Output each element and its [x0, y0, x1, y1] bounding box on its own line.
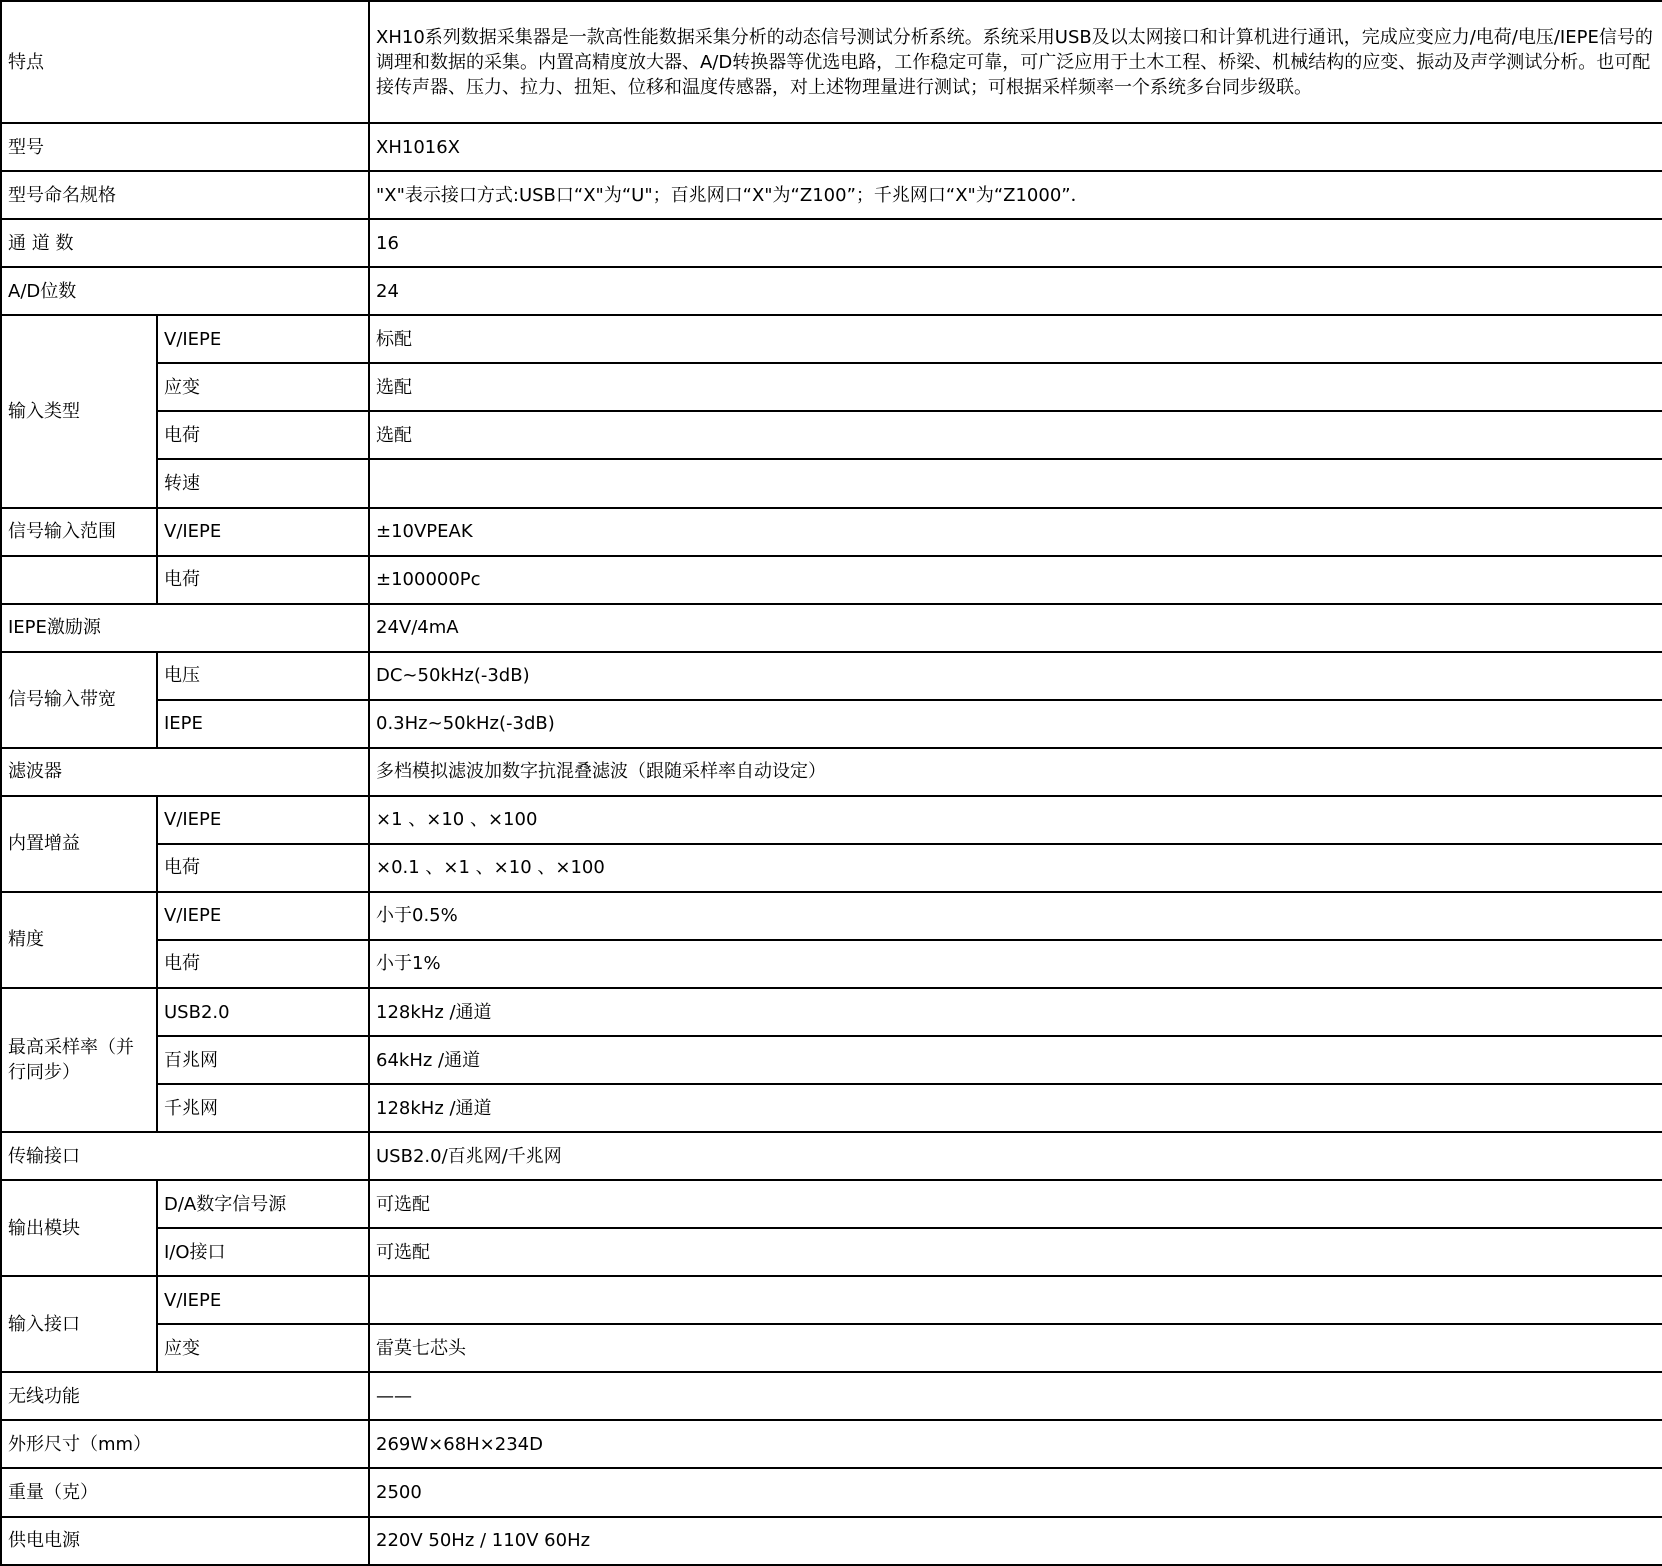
- input-range-value: ±100000Pc: [369, 556, 1662, 604]
- input-range-value: ±10VPEAK: [369, 508, 1662, 556]
- input-interface-label: 输入接口: [1, 1276, 157, 1372]
- input-type-sub: 应变: [157, 363, 369, 411]
- table-row: [1, 1517, 1662, 1566]
- output-module-sub: I/O接口: [157, 1228, 369, 1276]
- output-module-sub: D/A数字信号源: [157, 1180, 369, 1228]
- sample-rate-value: 128kHz /通道: [369, 1084, 1662, 1132]
- sample-rate-sub: 百兆网: [157, 1036, 369, 1084]
- input-range-label: 信号输入范围: [1, 508, 157, 556]
- gain-sub: V/IEPE: [157, 796, 369, 844]
- model-label: 型号: [1, 123, 369, 171]
- gain-value: ×1 、×10 、×100: [369, 796, 1662, 844]
- filter-value: 多档模拟滤波加数字抗混叠滤波（跟随采样率自动设定）: [369, 748, 1662, 796]
- wireless-label: 无线功能: [1, 1372, 369, 1420]
- sample-rate-label: 最高采样率（并行同步）: [1, 988, 157, 1132]
- sample-rate-sub: USB2.0: [157, 988, 369, 1036]
- size-value: 269W×68H×234D: [369, 1420, 1662, 1468]
- adbits-value: 24: [369, 267, 1662, 315]
- table-row: [1, 1036, 1662, 1084]
- table-row: [1, 940, 1662, 988]
- table-row: [1, 219, 1662, 267]
- naming-label: 型号命名规格: [1, 171, 369, 219]
- channels-label: 通 道 数: [1, 219, 369, 267]
- empty-cell: [1, 556, 157, 604]
- bandwidth-sub: IEPE: [157, 700, 369, 748]
- accuracy-sub: 电荷: [157, 940, 369, 988]
- bandwidth-sub: 电压: [157, 652, 369, 700]
- table-row: [1, 1420, 1662, 1468]
- table-row: [1, 1132, 1662, 1180]
- output-module-value: 可选配: [369, 1180, 1662, 1228]
- table-row: [1, 988, 1662, 1036]
- input-type-value: 选配: [369, 363, 1662, 411]
- input-interface-sub: V/IEPE: [157, 1276, 369, 1324]
- features-label: 特点: [1, 1, 369, 123]
- iepe-label: IEPE激励源: [1, 604, 369, 652]
- table-row: [1, 892, 1662, 940]
- sample-rate-sub: 千兆网: [157, 1084, 369, 1132]
- naming-value: "X"表示接口方式:USB口“X"为“U"；百兆网口“X"为“Z100”；千兆网口“X"为“Z1000”．: [369, 171, 1662, 219]
- table-row: [1, 700, 1662, 748]
- filter-label: 滤波器: [1, 748, 369, 796]
- table-row: [1, 315, 1662, 363]
- table-row: [1, 844, 1662, 892]
- input-type-value: 标配: [369, 315, 1662, 363]
- sample-rate-value: 128kHz /通道: [369, 988, 1662, 1036]
- accuracy-label: 精度: [1, 892, 157, 988]
- table-row: [1, 363, 1662, 411]
- power-label: 供电电源: [1, 1517, 369, 1566]
- table-row: [1, 459, 1662, 507]
- transfer-label: 传输接口: [1, 1132, 369, 1180]
- table-row: [1, 556, 1662, 604]
- power-value: 220V 50Hz / 110V 60Hz: [369, 1517, 1662, 1566]
- input-type-sub: V/IEPE: [157, 315, 369, 363]
- table-row: [1, 652, 1662, 700]
- input-type-value: [369, 459, 1662, 507]
- table-row: [1, 1228, 1662, 1276]
- table-row: [1, 1468, 1662, 1516]
- gain-sub: 电荷: [157, 844, 369, 892]
- size-label: 外形尺寸（mm）: [1, 1420, 369, 1468]
- table-row: [1, 171, 1662, 219]
- input-type-sub: 转速: [157, 459, 369, 507]
- table-row: [1, 796, 1662, 844]
- input-type-label: 输入类型: [1, 315, 157, 507]
- bandwidth-value: DC~50kHz(-3dB): [369, 652, 1662, 700]
- table-row: [1, 1372, 1662, 1420]
- table-row: [1, 1, 1662, 123]
- table-row: [1, 267, 1662, 315]
- table-row: [1, 1084, 1662, 1132]
- table-row: [1, 1324, 1662, 1372]
- weight-value: 2500: [369, 1468, 1662, 1516]
- gain-label: 内置增益: [1, 796, 157, 892]
- channels-value: 16: [369, 219, 1662, 267]
- table-row: [1, 1180, 1662, 1228]
- sample-rate-value: 64kHz /通道: [369, 1036, 1662, 1084]
- table-row: [1, 123, 1662, 171]
- table-row: [1, 508, 1662, 556]
- model-value: XH1016X: [369, 123, 1662, 171]
- weight-label: 重量（克）: [1, 1468, 369, 1516]
- transfer-value: USB2.0/百兆网/千兆网: [369, 1132, 1662, 1180]
- gain-value: ×0.1 、×1 、×10 、×100: [369, 844, 1662, 892]
- bandwidth-label: 信号输入带宽: [1, 652, 157, 748]
- output-module-value: 可选配: [369, 1228, 1662, 1276]
- input-interface-sub: 应变: [157, 1324, 369, 1372]
- bandwidth-value: 0.3Hz~50kHz(-3dB): [369, 700, 1662, 748]
- input-interface-value: [369, 1276, 1662, 1324]
- table-row: [1, 1276, 1662, 1324]
- table-row: [1, 748, 1662, 796]
- accuracy-value: 小于1%: [369, 940, 1662, 988]
- wireless-value: ——: [369, 1372, 1662, 1420]
- adbits-label: A/D位数: [1, 267, 369, 315]
- input-range-sub: 电荷: [157, 556, 369, 604]
- accuracy-value: 小于0.5%: [369, 892, 1662, 940]
- input-type-sub: 电荷: [157, 411, 369, 459]
- table-row: [1, 411, 1662, 459]
- table-row: [1, 604, 1662, 652]
- input-interface-value: 雷莫七芯头: [369, 1324, 1662, 1372]
- accuracy-sub: V/IEPE: [157, 892, 369, 940]
- iepe-value: 24V/4mA: [369, 604, 1662, 652]
- input-range-sub: V/IEPE: [157, 508, 369, 556]
- output-module-label: 输出模块: [1, 1180, 157, 1276]
- input-type-value: 选配: [369, 411, 1662, 459]
- features-text: XH10系列数据采集器是一款高性能数据采集分析的动态信号测试分析系统。系统采用USB及以太网接口和计算机进行通讯，完成应变应力/电荷/电压/IEPE信号的调理和数据的采集。内置高精度放大器、A/D转换器等优选电路，工作稳定可靠，可广泛应用于土木工程、桥梁、机械结构的应变、振动及声学测试分析。也可配接传声器、压力、拉力、扭矩、位移和温度传感器，对上述物理量进行测试；可根据采样频率一个系统多台同步级联。: [369, 1, 1662, 123]
